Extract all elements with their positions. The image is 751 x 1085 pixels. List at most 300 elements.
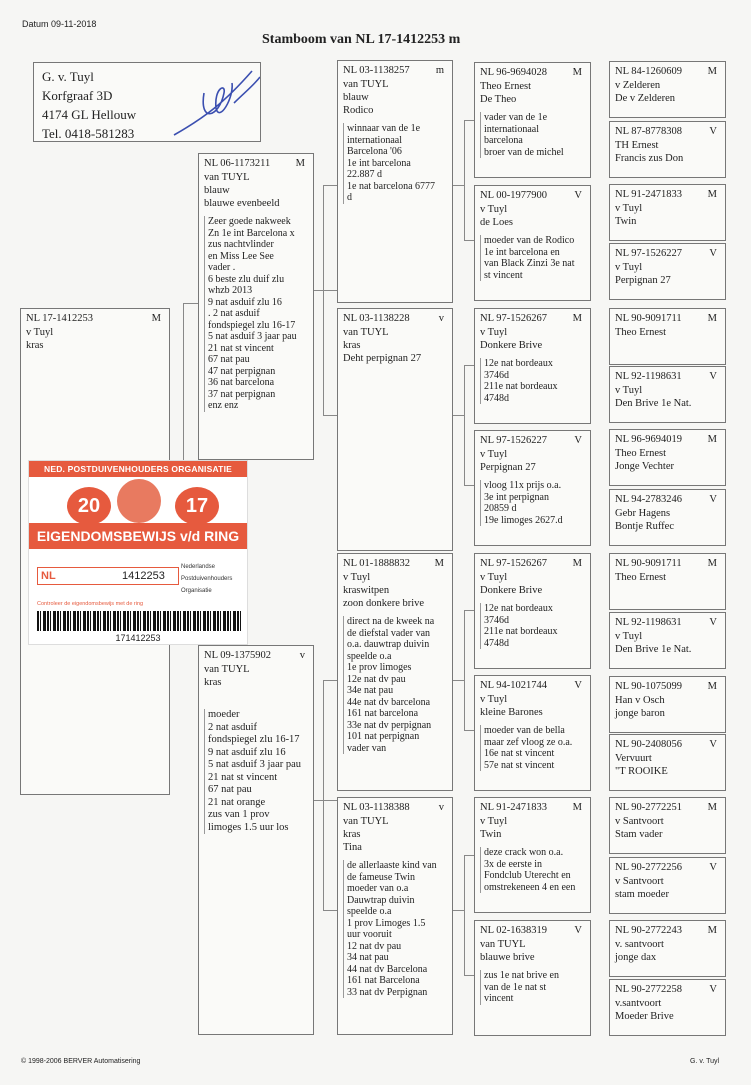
- note-line: speelde o.a: [347, 906, 392, 917]
- ring-number: NL 17-1412253: [26, 313, 93, 324]
- barcode-icon: [37, 611, 241, 631]
- page-title: Stamboom van NL 17-1412253 m: [262, 32, 461, 47]
- note-line: 19e limoges 2627.d: [484, 514, 563, 526]
- breeder-name: v Tuyl: [480, 572, 508, 583]
- note-line: . 2 nat asduif: [208, 308, 260, 319]
- performance-notes: [343, 860, 448, 998]
- performance-notes: [480, 603, 586, 649]
- note-line: speelde o.a: [347, 650, 392, 662]
- pigeon-name: Perpignan 27: [615, 275, 671, 286]
- connector-line: [313, 800, 338, 801]
- note-line: 3746d: [484, 614, 509, 626]
- note-line: broer van de michel: [484, 146, 564, 158]
- great-grandparent-box: [474, 62, 591, 178]
- sticker-number: 1412253: [122, 570, 165, 582]
- pigeon-name: Donkere Brive: [480, 585, 543, 596]
- note-line: 211e nat bordeaux: [484, 381, 558, 392]
- breeder-name: Theo Ernest: [615, 327, 667, 338]
- note-line: 161 nat barcelona: [347, 708, 419, 719]
- breeder-name: Theo Ernest: [480, 81, 532, 92]
- breeder-name: TH Ernest: [615, 140, 659, 151]
- note-line: 36 nat barcelona: [208, 377, 275, 388]
- great-grandparent-box: [474, 920, 591, 1036]
- npo-line: Organisatie: [181, 588, 212, 594]
- sticker-year-left: 20: [67, 487, 111, 525]
- sex-label: M: [572, 313, 582, 324]
- pigeon-name: jonge dax: [615, 952, 657, 963]
- note-line: 44e nat dv barcelona: [347, 696, 431, 708]
- connector-line: [323, 680, 324, 910]
- note-line: 44 nat dv Barcelona: [347, 963, 428, 975]
- sex-label: M: [707, 66, 717, 77]
- ring-number: NL 92-1198631: [615, 617, 682, 628]
- owner-street: Korfgraaf 3D: [42, 88, 113, 103]
- owner-name: G. v. Tuyl: [42, 69, 94, 84]
- note-line: 37 nat perpignan: [208, 388, 276, 400]
- grandparent-box: [337, 60, 453, 303]
- sex-label: v: [438, 802, 444, 813]
- ring-number: NL 92-1198631: [615, 371, 682, 382]
- note-line: moeder van de Rodico: [484, 235, 575, 246]
- sex-label: M: [295, 158, 305, 169]
- ring-number: NL 03-1138228: [343, 313, 410, 324]
- note-line: moeder van o.a: [347, 883, 409, 894]
- note-line: 1 prov Limoges 1.5: [347, 917, 426, 929]
- sex-label: M: [151, 313, 161, 324]
- connector-line: [464, 730, 474, 731]
- note-line: 20859 d: [484, 503, 517, 514]
- sex-label: V: [709, 984, 717, 995]
- sex-label: m: [435, 65, 444, 76]
- note-line: barcelona: [484, 135, 523, 146]
- note-line: 5 nat asduif 3 jaar pau: [208, 759, 302, 770]
- connector-line: [464, 365, 465, 485]
- connector-line: [464, 120, 474, 121]
- pigeon-name: zoon donkere brive: [343, 598, 425, 609]
- ring-number: NL 84-1260609: [615, 66, 682, 77]
- note-line: 6 beste zlu duif zlu: [208, 273, 285, 285]
- note-line: d: [347, 192, 352, 203]
- note-line: 101 nat perpignan: [347, 731, 420, 742]
- breeder-name: v Santvoort: [615, 876, 664, 887]
- ancestor-box: [609, 243, 726, 300]
- breeder-name: van TUYL: [343, 816, 389, 827]
- color-label: kras: [343, 829, 361, 840]
- breeder-name: v Tuyl: [615, 203, 643, 214]
- pigeon-name: Bontje Ruffec: [615, 521, 675, 532]
- connector-line: [452, 185, 464, 186]
- pigeon-name: Twin: [480, 829, 502, 840]
- sticker-ring-field: [37, 567, 179, 585]
- note-line: omstrekeneen 4 en een: [484, 881, 576, 893]
- performance-notes: [480, 847, 586, 893]
- great-grandparent-box: [474, 430, 591, 546]
- note-line: vader van de 1e: [484, 112, 548, 123]
- sex-label: V: [709, 617, 717, 628]
- connector-line: [464, 975, 474, 976]
- color-label: blauw: [204, 185, 230, 196]
- ring-number: NL 09-1375902: [204, 650, 271, 661]
- ring-number: NL 00-1977900: [480, 190, 547, 201]
- ancestor-box: [609, 734, 726, 791]
- note-line: 21 nat st vincent: [208, 771, 278, 783]
- note-line: maar zef vloog ze o.a.: [484, 736, 573, 748]
- sex-label: M: [707, 558, 717, 569]
- ring-number: NL 91-2471833: [480, 802, 547, 813]
- sex-label: V: [574, 680, 582, 691]
- note-line: 3e int perpignan: [484, 491, 549, 503]
- note-line: internationaal: [484, 123, 539, 135]
- note-line: 22.887 d: [347, 169, 382, 180]
- note-line: 47 nat perpignan: [208, 365, 276, 377]
- breeder-name: v Santvoort: [615, 816, 664, 827]
- note-line: moeder van de bella: [484, 725, 565, 736]
- breeder-name: v Tuyl: [480, 694, 508, 705]
- sex-label: M: [707, 313, 717, 324]
- grandparent-box: [337, 553, 453, 791]
- note-line: 1e prov limoges: [347, 662, 412, 673]
- ancestor-box: [609, 797, 726, 854]
- sex-label: v: [299, 650, 305, 661]
- note-line: de fameuse Twin: [347, 871, 415, 883]
- ring-number: NL 90-2772243: [615, 925, 682, 936]
- barcode-text: 171412253: [115, 633, 161, 643]
- pigeon-name: Jonge Vechter: [615, 461, 674, 472]
- breeder-name: v. santvoort: [615, 939, 664, 950]
- connector-line: [323, 415, 338, 416]
- note-line: 21 nat st vincent: [208, 342, 274, 354]
- performance-notes: [480, 480, 586, 526]
- note-line: internationaal: [347, 134, 402, 146]
- note-line: 4748d: [484, 392, 509, 404]
- great-grandparent-box: [474, 797, 591, 913]
- connector-line: [464, 610, 465, 730]
- ring-number: NL 90-2772258: [615, 984, 682, 995]
- note-line: 67 nat pau: [208, 354, 250, 365]
- color-label: kraswitpen: [343, 585, 390, 596]
- note-line: 57e nat st vincent: [484, 759, 555, 771]
- ring-number: NL 96-9694019: [615, 434, 682, 445]
- ring-number: NL 90-9091711: [615, 558, 682, 569]
- connector-line: [323, 185, 338, 186]
- breeder-name: v Tuyl: [480, 204, 508, 215]
- breeder-name: van TUYL: [204, 664, 250, 675]
- pigeon-name: Francis zus Don: [615, 153, 684, 164]
- breeder-name: v Tuyl: [615, 385, 643, 396]
- note-line: Fondclub Uterecht en: [484, 870, 571, 881]
- note-line: 211e nat bordeaux: [484, 626, 558, 637]
- note-line: fondspiegel zlu 16-17: [208, 734, 300, 745]
- pigeon-name: "T ROOIKE: [615, 766, 668, 777]
- ring-number: NL 03-1138257: [343, 65, 410, 76]
- connector-line: [464, 855, 465, 975]
- note-line: 12e nat bordeaux: [484, 358, 553, 369]
- sticker-fine-print: Controleer de eigendomsbewijs met de ring: [37, 601, 144, 607]
- note-line: 12e nat dv pau: [347, 673, 406, 685]
- note-line: de diefstal vader van: [347, 627, 431, 639]
- note-line: vader van: [347, 742, 387, 754]
- note-line: vincent: [484, 993, 514, 1004]
- sex-label: V: [574, 190, 582, 201]
- note-line: o.a. dauwtrap duivin: [347, 639, 430, 650]
- ring-number: NL 90-2772256: [615, 862, 682, 873]
- note-line: van de 1e nat st: [484, 981, 547, 993]
- npo-line: Nederlandse: [181, 564, 216, 570]
- ring-number: NL 06-1173211: [204, 158, 271, 169]
- note-line: enz enz: [208, 400, 239, 411]
- note-line: vader .: [208, 262, 236, 273]
- note-line: 9 nat asduif zlu 16: [208, 296, 282, 308]
- note-line: deze crack won o.a.: [484, 847, 564, 858]
- pigeon-name: Deht perpignan 27: [343, 353, 422, 364]
- note-line: 1e nat barcelona 6777: [347, 180, 436, 192]
- performance-notes: [204, 709, 309, 834]
- great-grandparent-box: [474, 185, 591, 301]
- signature-footer: G. v. Tuyl: [690, 1058, 720, 1065]
- ancestor-box: [609, 121, 726, 178]
- parent-box-sire: [198, 153, 314, 460]
- note-line: uur vooruit: [347, 929, 392, 940]
- sex-label: V: [709, 248, 717, 259]
- great-grandparent-box: [474, 675, 591, 791]
- ancestor-box: [609, 553, 726, 610]
- breeder-name: v.santvoort: [615, 998, 662, 1009]
- sex-label: M: [707, 925, 717, 936]
- connector-line: [464, 240, 474, 241]
- performance-notes: [480, 235, 586, 281]
- connector-line: [464, 120, 465, 240]
- breeder-name: v Tuyl: [26, 327, 54, 338]
- owner-phone: Tel. 0418-581283: [42, 126, 135, 141]
- pigeon-name: blauwe brive: [480, 952, 535, 963]
- sex-label: M: [434, 558, 444, 569]
- sticker-nl: NL: [41, 570, 56, 582]
- pigeon-name: Perpignan 27: [480, 462, 536, 473]
- sex-label: V: [709, 494, 717, 505]
- breeder-name: Vervuurt: [615, 753, 652, 764]
- pigeon-name: de Loes: [480, 217, 513, 228]
- ring-number: NL 97-1526227: [480, 435, 547, 446]
- ancestor-box: [609, 366, 726, 423]
- connector-line: [464, 365, 474, 366]
- note-line: moeder: [208, 709, 240, 720]
- note-line: zus 1e nat brive en: [484, 970, 559, 981]
- breeder-name: v Tuyl: [615, 631, 643, 642]
- grandparent-box: [337, 308, 453, 551]
- breeder-name: van TUYL: [343, 327, 389, 338]
- sticker-band: EIGENDOMSBEWIJS v/d RING: [29, 523, 247, 549]
- note-line: 12 nat dv pau: [347, 940, 402, 952]
- pigeon-name: kleine Barones: [480, 707, 543, 718]
- ring-number: NL 90-2408056: [615, 739, 682, 750]
- copyright-footer: © 1998-2006 BERVER Automatisering: [21, 1058, 141, 1065]
- ring-number: NL 90-1075099: [615, 681, 682, 692]
- owner-city: 4174 GL Hellouw: [42, 107, 137, 122]
- sex-label: V: [709, 739, 717, 750]
- ring-number: NL 97-1526267: [480, 313, 547, 324]
- ring-number: NL 94-1021744: [480, 680, 547, 691]
- note-line: 34 nat pau: [347, 952, 389, 963]
- ring-number: NL 90-2772251: [615, 802, 682, 813]
- note-line: zus nachtvlinder: [208, 239, 274, 250]
- great-grandparent-box: [474, 553, 591, 669]
- note-line: Barcelona '06: [347, 146, 402, 157]
- note-line: vloog 11x prijs o.a.: [484, 480, 562, 491]
- sticker-year-right: 17: [175, 487, 219, 525]
- ring-number: NL 97-1526267: [480, 558, 547, 569]
- pigeon-name: Den Brive 1e Nat.: [615, 398, 692, 409]
- note-line: 1e int barcelona en: [484, 246, 560, 258]
- parent-box-dam: [198, 645, 314, 1035]
- lion-logo-icon: [117, 479, 161, 523]
- pigeon-name: Den Brive 1e Nat.: [615, 644, 692, 655]
- connector-line: [464, 855, 474, 856]
- note-line: zus van 1 prov: [208, 809, 270, 820]
- sex-label: V: [574, 925, 582, 936]
- sex-label: M: [707, 802, 717, 813]
- breeder-name: Han v Osch: [615, 695, 665, 706]
- note-line: direct na de kweek na: [347, 616, 435, 627]
- owner-box: [33, 62, 261, 142]
- ring-number: NL 02-1638319: [480, 925, 547, 936]
- breeder-name: v Zelderen: [615, 80, 661, 91]
- ring-number: NL 87-8778308: [615, 126, 682, 137]
- note-line: 21 nat orange: [208, 796, 266, 808]
- pigeon-name: De v Zelderen: [615, 93, 676, 104]
- breeder-name: van TUYL: [204, 172, 250, 183]
- breeder-name: Gebr Hagens: [615, 508, 671, 519]
- ancestor-box: [609, 184, 726, 241]
- connector-line: [323, 680, 338, 681]
- sex-label: M: [707, 189, 717, 200]
- npo-list: [181, 561, 232, 597]
- connector-line: [452, 415, 464, 416]
- color-label: kras: [26, 340, 44, 351]
- note-line: 16e nat st vincent: [484, 748, 555, 759]
- pigeon-name: Twin: [615, 216, 637, 227]
- connector-line: [452, 680, 464, 681]
- ring-number: NL 91-2471833: [615, 189, 682, 200]
- note-line: winnaar van de 1e: [347, 123, 421, 134]
- sex-label: V: [709, 371, 717, 382]
- connector-line: [464, 610, 474, 611]
- sex-label: V: [709, 862, 717, 873]
- breeder-name: v Tuyl: [343, 572, 371, 583]
- connector-line: [313, 290, 338, 291]
- performance-notes: [480, 358, 586, 404]
- color-label: kras: [343, 340, 361, 351]
- breeder-name: van TUYL: [480, 939, 526, 950]
- ring-number: NL 90-9091711: [615, 313, 682, 324]
- note-line: 67 nat pau: [208, 784, 252, 795]
- ring-number: NL 96-9694028: [480, 67, 547, 78]
- ancestor-box: [609, 429, 726, 486]
- note-line: Zn 1e int Barcelona x: [208, 227, 295, 239]
- ancestor-box: [609, 61, 726, 118]
- npo-line: Postduivenhouders: [181, 576, 233, 582]
- pigeon-name: Tina: [343, 842, 362, 853]
- performance-notes: [480, 970, 586, 1005]
- note-line: 12e nat bordeaux: [484, 603, 553, 614]
- note-line: whzb 2013: [208, 285, 253, 296]
- sex-label: v: [438, 313, 444, 324]
- note-line: 5 nat asduif 3 jaar pau: [208, 331, 297, 342]
- ancestor-box: [609, 612, 726, 669]
- sex-label: M: [707, 434, 717, 445]
- note-line: fondspiegel zlu 16-17: [208, 319, 296, 331]
- signature-icon: [164, 63, 261, 141]
- breeder-name: v Tuyl: [615, 262, 643, 273]
- performance-notes: [480, 112, 586, 158]
- ancestor-box: [609, 979, 726, 1036]
- connector-line: [183, 303, 199, 304]
- performance-notes: [480, 725, 586, 771]
- ancestor-box: [609, 857, 726, 914]
- grandparent-box: [337, 797, 453, 1035]
- note-line: en Miss Lee See: [208, 250, 274, 262]
- pigeon-name: jonge baron: [615, 708, 665, 719]
- note-line: 2 nat asduif: [208, 721, 257, 733]
- color-label: kras: [204, 677, 222, 688]
- note-line: Zeer goede nakweek: [208, 216, 291, 227]
- ring-number: NL 03-1138388: [343, 802, 410, 813]
- pigeon-name: Stam vader: [615, 829, 663, 840]
- pigeon-name: blauwe evenbeeld: [204, 198, 280, 209]
- connector-line: [452, 910, 464, 911]
- performance-notes: [343, 123, 448, 204]
- ownership-sticker: [28, 460, 248, 645]
- ancestor-box: [609, 489, 726, 546]
- note-line: 9 nat asduif zlu 16: [208, 746, 286, 758]
- sex-label: M: [572, 558, 582, 569]
- sticker-org: NED. POSTDUIVENHOUDERS ORGANISATIE: [29, 461, 247, 477]
- breeder-name: Theo Ernest: [615, 448, 667, 459]
- note-line: 33e nat dv perpignan: [347, 719, 432, 731]
- note-line: limoges 1.5 uur los: [208, 821, 289, 833]
- breeder-name: v Tuyl: [480, 327, 508, 338]
- pigeon-name: stam moeder: [615, 889, 669, 900]
- breeder-name: v Tuyl: [480, 449, 508, 460]
- color-label: blauw: [343, 92, 369, 103]
- note-line: 33 nat dv Perpignan: [347, 986, 428, 998]
- ring-number: NL 97-1526227: [615, 248, 682, 259]
- note-line: 1e int barcelona: [347, 157, 411, 169]
- note-line: van Black Zinzi 3e nat: [484, 258, 575, 269]
- pigeon-name: Donkere Brive: [480, 340, 543, 351]
- pigeon-name: Moeder Brive: [615, 1011, 674, 1022]
- breeder-name: v Tuyl: [480, 816, 508, 827]
- breeder-name: Theo Ernest: [615, 572, 667, 583]
- ancestor-box: [609, 920, 726, 977]
- note-line: 4748d: [484, 637, 509, 649]
- sex-label: V: [574, 435, 582, 446]
- great-grandparent-box: [474, 308, 591, 424]
- ring-number: NL 94-2783246: [615, 494, 682, 505]
- pigeon-name: De Theo: [480, 94, 517, 105]
- sex-label: M: [572, 802, 582, 813]
- sex-label: M: [707, 681, 717, 692]
- pigeon-name: Rodico: [343, 105, 374, 116]
- ring-number: NL 01-1888832: [343, 558, 410, 569]
- connector-line: [464, 485, 474, 486]
- note-line: Dauwtrap duivin: [347, 894, 415, 906]
- note-line: 3746d: [484, 369, 509, 381]
- ancestor-box: [609, 676, 726, 733]
- connector-line: [323, 910, 338, 911]
- performance-notes: [343, 616, 448, 754]
- breeder-name: van TUYL: [343, 79, 389, 90]
- date-label: Datum 09-11-2018: [22, 19, 97, 29]
